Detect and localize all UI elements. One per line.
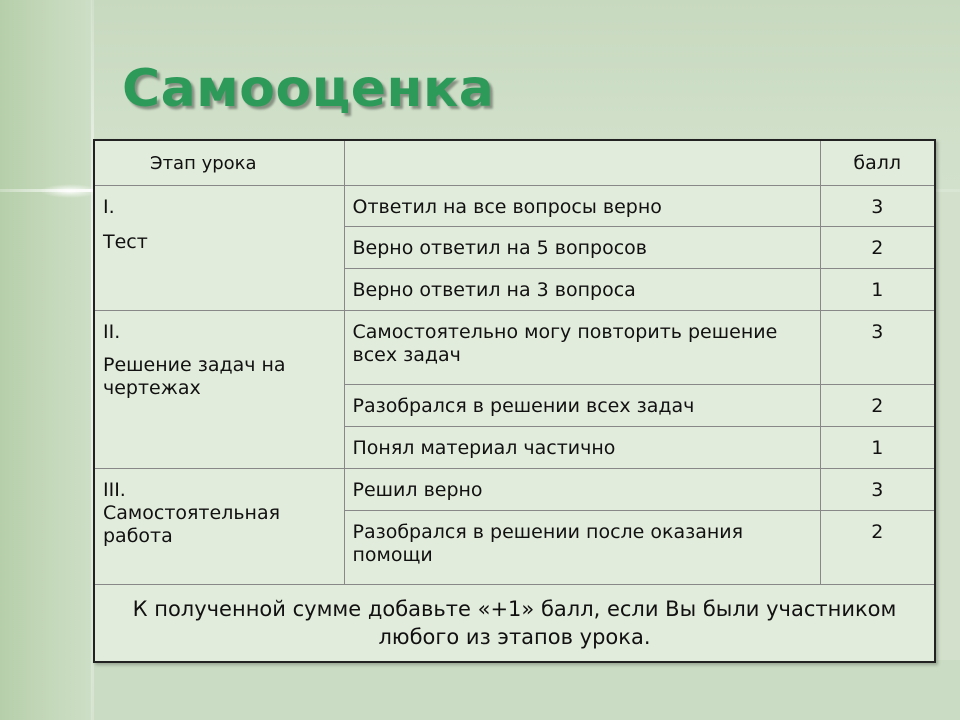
score-cell: 2: [820, 385, 935, 427]
score-cell: 2: [820, 227, 935, 269]
score-cell: 3: [820, 311, 935, 385]
stage-name: Самостоятельная работа: [103, 502, 281, 547]
criterion-cell: Ответил на все вопросы верно: [344, 186, 820, 227]
table-row: [94, 469, 935, 511]
criterion-cell: Разобрался в решении всех задач: [344, 385, 820, 427]
table-header-row: [94, 140, 935, 186]
stage-number: I.: [103, 196, 115, 218]
criterion-cell: Понял материал частично: [344, 427, 820, 469]
criterion-cell: Решил верно: [344, 469, 820, 511]
table-row: [94, 311, 935, 385]
header-stage: Этап урока: [94, 140, 344, 186]
header-score: балл: [820, 140, 935, 186]
stage-cell-2: [94, 311, 344, 469]
score-cell: 3: [820, 186, 935, 227]
stage-cell-3: [94, 469, 344, 585]
criterion-cell: Верно ответил на 3 вопроса: [344, 269, 820, 311]
stage-name: Решение задач на чертежах: [103, 354, 286, 399]
score-cell: 2: [820, 511, 935, 585]
criterion-cell: Верно ответил на 5 вопросов: [344, 227, 820, 269]
stage-cell-1: [94, 186, 344, 311]
criterion-cell: Самостоятельно могу повторить решение всех задач: [344, 311, 820, 385]
score-cell: 1: [820, 427, 935, 469]
table-row: [94, 186, 935, 227]
footer-note: К полученной сумме добавьте «+1» балл, если Вы были участником любого из этапов урока.: [94, 585, 935, 662]
score-cell: 3: [820, 469, 935, 511]
background-bottom-band: [92, 660, 960, 720]
table-footer-row: [94, 585, 935, 662]
score-cell: 1: [820, 269, 935, 311]
self-assessment-table: [93, 139, 936, 663]
background-left-band: [0, 0, 92, 720]
stage-name: Тест: [103, 231, 148, 253]
stage-number: III.: [103, 479, 126, 501]
header-criterion: [344, 140, 820, 186]
stage-number: II.: [103, 321, 121, 343]
decorative-glow: [40, 184, 100, 198]
page-title: Самооценка: [122, 59, 495, 119]
criterion-cell: Разобрался в решении после оказания помощи: [344, 511, 820, 585]
